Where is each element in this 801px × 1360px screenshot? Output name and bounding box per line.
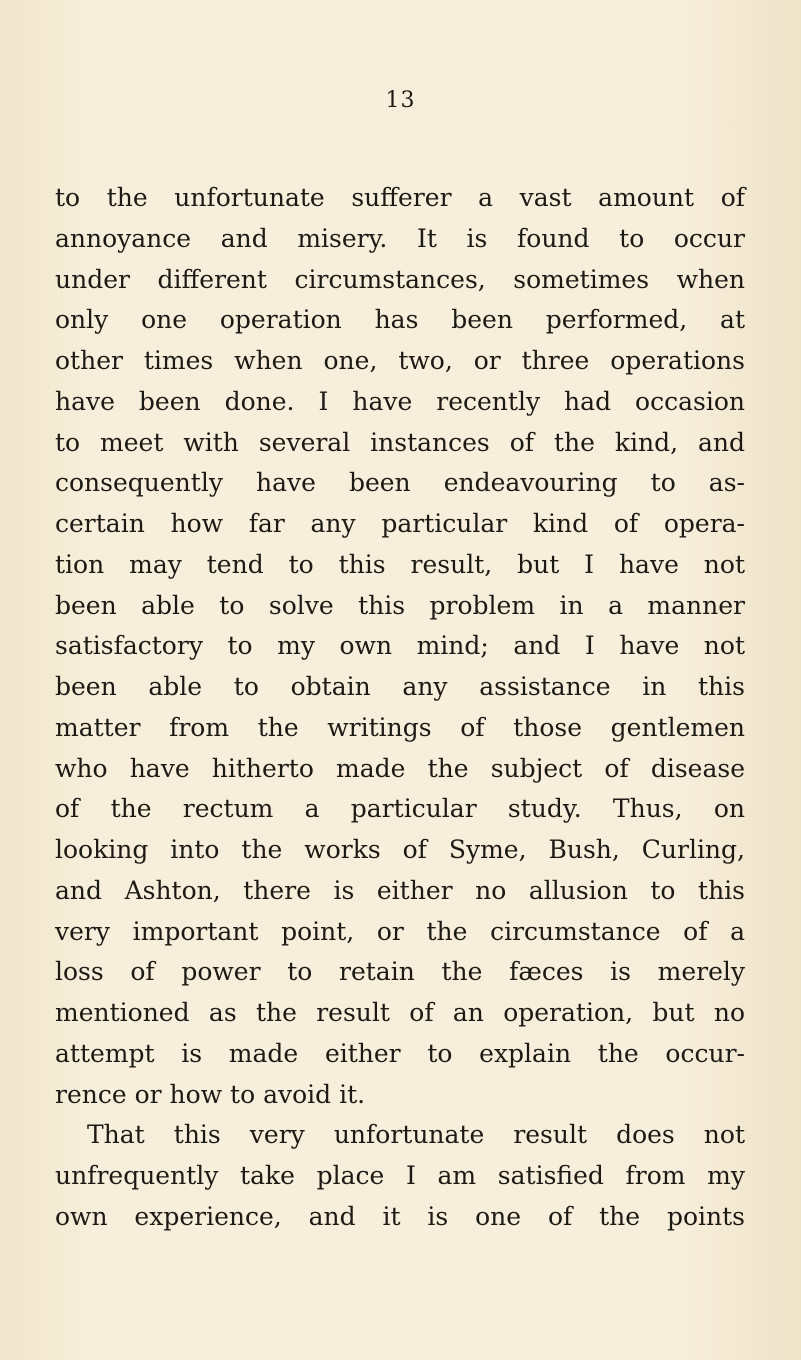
page-number: 13: [385, 88, 416, 113]
text-line: and Ashton, there is either no allusion to this: [55, 875, 745, 905]
text-line: have been done. I have recently had occasion: [55, 386, 745, 416]
text-line: to meet with several instances of the kind, and: [55, 427, 745, 457]
text-line: annoyance and misery. It is found to occur: [55, 223, 745, 253]
text-line: only one operation has been performed, at: [55, 305, 745, 335]
text-line: satisfactory to my own mind; and I have not: [55, 631, 745, 661]
paragraph-start-line: That this very unfortunate result does not: [87, 1120, 745, 1150]
text-line: own experience, and it is one of the points: [55, 1201, 745, 1231]
text-line: under different circumstances, sometimes when: [55, 264, 745, 294]
text-line: looking into the works of Syme, Bush, Curling,: [55, 835, 745, 864]
text-line: other times when one, two, or three operations: [55, 346, 745, 375]
body-text: [55, 178, 745, 1238]
text-line: of the rectum a particular study. Thus, on: [55, 794, 745, 824]
text-line: loss of power to retain the fæces is merely: [55, 957, 745, 987]
text-line: consequently have been endeavouring to as-: [55, 468, 745, 498]
text-line: been able to solve this problem in a manner: [55, 590, 745, 620]
text-line: been able to obtain any assistance in this: [55, 672, 745, 701]
text-line: unfrequently take place I am satisfied from my: [55, 1161, 745, 1190]
text-line: very important point, or the circumstance of a: [55, 916, 745, 946]
text-line: to the unfortunate sufferer a vast amount of: [55, 183, 745, 212]
text-line: who have hitherto made the subject of disease: [55, 753, 745, 783]
text-line: tion may tend to this result, but I have not: [55, 549, 745, 579]
text-line: matter from the writings of those gentlemen: [55, 712, 745, 742]
text-line: mentioned as the result of an operation, but no: [55, 998, 745, 1027]
paragraph-end-line: rence or how to avoid it.: [55, 1079, 366, 1109]
text-line: certain how far any particular kind of opera-: [55, 509, 745, 538]
text-line: attempt is made either to explain the occur-: [55, 1038, 745, 1068]
